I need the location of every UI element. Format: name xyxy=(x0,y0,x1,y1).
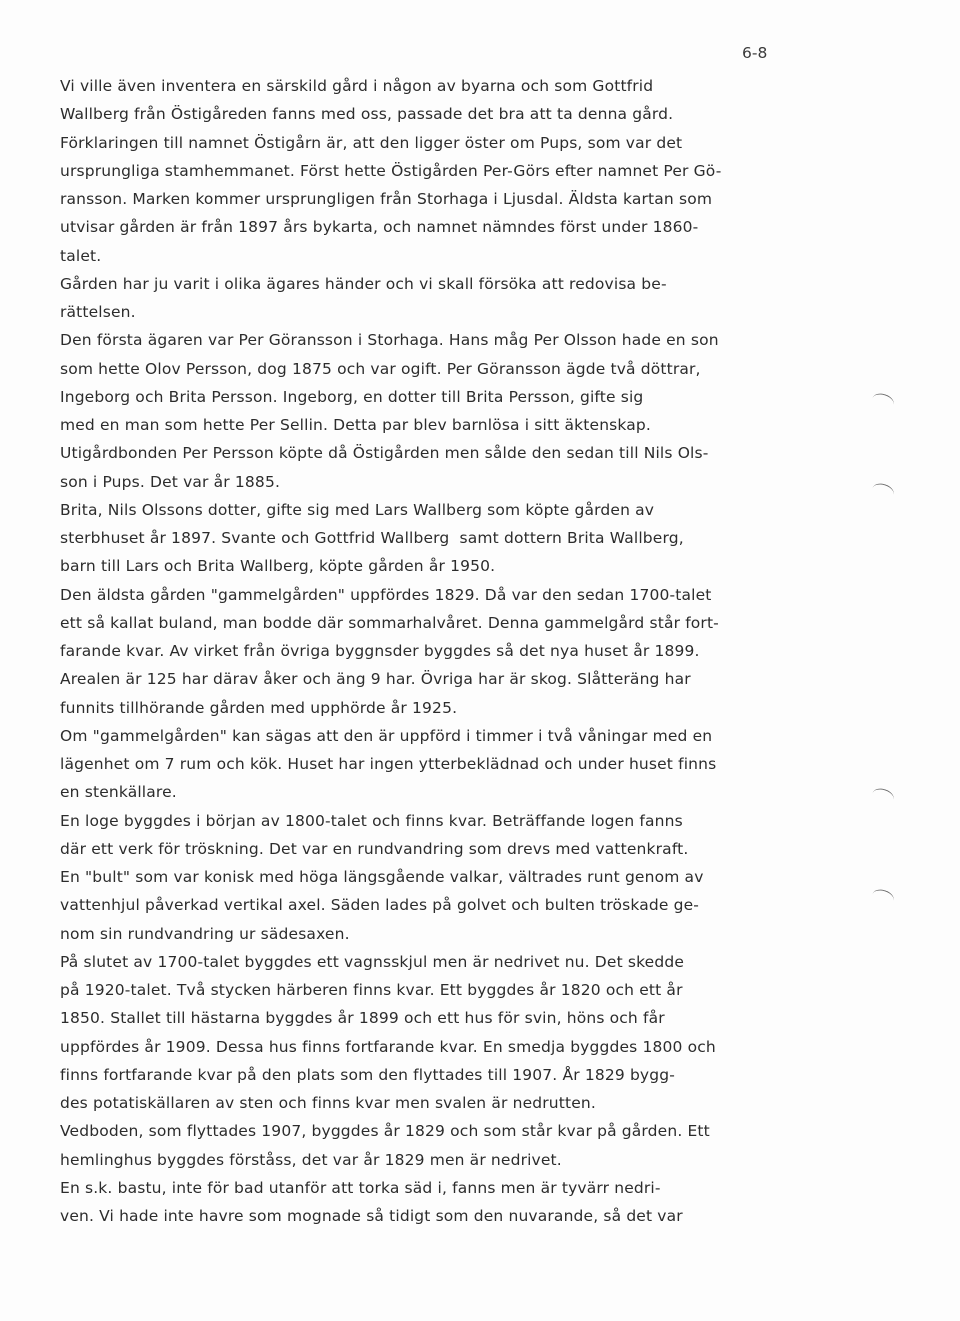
text-line: ett så kallat buland, man bodde där sommarhalvåret. Denna gammelgård står fort- xyxy=(60,613,719,632)
text-line: Gården har ju varit i olika ägares händer och vi skall försöka att redovisa be- xyxy=(60,274,667,293)
text-line: rättelsen. xyxy=(60,303,136,321)
text-line: En loge byggdes i början av 1800-talet och finns kvar. Beträffande logen fanns xyxy=(60,811,683,830)
text-line: Ingeborg och Brita Persson. Ingeborg, en dotter till Brita Persson, gifte sig xyxy=(60,387,644,406)
text-line: 1850. Stallet till hästarna byggdes år 1899 och ett hus för svin, höns och får xyxy=(60,1009,665,1028)
text-line: talet. xyxy=(60,246,102,265)
text-line: som hette Olov Persson, dog 1875 och var ogift. Per Göransson ägde två döttrar, xyxy=(60,359,701,378)
text-line: ursprungliga stamhemmanet. Först hette Östigården Per-Görs efter namnet Per Gö- xyxy=(60,161,722,180)
text-line: des potatiskällaren av sten och finns kvar men svalen är nedrutten. xyxy=(60,1094,596,1112)
text-line: ransson. Marken kommer ursprungligen från Storhaga i Ljusdal. Äldsta kartan som xyxy=(60,190,713,208)
text-line: barn till Lars och Brita Wallberg, köpte gården år 1950. xyxy=(60,557,496,576)
text-line: hemlinghus byggdes förståss, det var år 1829 men är nedrivet. xyxy=(60,1150,562,1169)
text-line: uppfördes år 1909. Dessa hus finns fortfarande kvar. En smedja byggdes 1800 och xyxy=(60,1037,716,1056)
text-line: Brita, Nils Olssons dotter, gifte sig med Lars Wallberg som köpte gården av xyxy=(60,500,655,519)
text-line: vattenhjul påverkad vertikal axel. Säden lades på golvet och bulten tröskade ge- xyxy=(60,896,700,915)
text-line: finns fortfarande kvar på den plats som den flyttades till 1907. År 1829 bygg- xyxy=(60,1065,675,1084)
text-line: Förklaringen till namnet Östigårn är, att den ligger öster om Pups, som var det xyxy=(60,133,683,152)
text-line: ven. Vi hade inte havre som mognade så tidigt som den nuvarande, så det var xyxy=(60,1207,683,1225)
text-line: son i Pups. Det var år 1885. xyxy=(60,472,281,491)
text-line: Vedboden, som flyttades 1907, byggdes år 1829 och som står kvar på gården. Ett xyxy=(60,1122,710,1141)
text-line: funnits tillhörande gården med upphörde år 1925. xyxy=(60,698,458,717)
text-line: farande kvar. Av virket från övriga byggnsder byggdes så det nya huset år 1899. xyxy=(60,642,700,660)
text-line: Om "gammelgården" kan sägas att den är uppförd i timmer i två våningar med en xyxy=(60,726,713,745)
text-line: Vi ville även inventera en särskild gård i någon av byarna och som Gottfrid xyxy=(60,77,654,95)
page-number: 6-8 xyxy=(742,44,768,62)
text-line: en stenkällare. xyxy=(60,783,177,802)
text-line: på 1920-talet. Två stycken härberen finns kvar. Ett byggdes år 1820 och ett år xyxy=(60,981,683,999)
text-line: utvisar gården är från 1897 års bykarta, och namnet nämndes först under 1860- xyxy=(60,218,699,237)
text-line: där ett verk för tröskning. Det var en rundvandring som drevs med vattenkraft. xyxy=(60,839,689,858)
text-line: nom sin rundvandring ur sädesaxen. xyxy=(60,924,350,943)
body-text xyxy=(60,72,920,1230)
text-line: Wallberg från Östigåreden fanns med oss, passade det bra att ta denna gård. xyxy=(60,105,674,124)
text-line: Den äldsta gården "gammelgården" uppfördes 1829. Då var den sedan 1700-talet xyxy=(60,585,712,604)
text-line: sterbhuset år 1897. Svante och Gottfrid Wallberg samt dottern Brita Wallberg, xyxy=(60,529,684,547)
text-line: En s.k. bastu, inte för bad utanför att torka säd i, fanns men är tyvärr nedri- xyxy=(60,1178,661,1197)
text-line: lägenhet om 7 rum och kök. Huset har ingen ytterbeklädnad och under huset finns xyxy=(60,755,717,773)
text-line: Utigårdbonden Per Persson köpte då Östigården men sålde den sedan till Nils Ols- xyxy=(60,444,709,463)
text-line: Arealen är 125 har därav åker och äng 9 har. Övriga har är skog. Slåtteräng har xyxy=(60,670,691,689)
text-line: En "bult" som var konisk med höga längsgående valkar, vältrades runt genom av xyxy=(60,868,704,886)
text-line: På slutet av 1700-talet byggdes ett vagnsskjul men är nedrivet nu. Det skedde xyxy=(60,952,685,971)
text-line: Den första ägaren var Per Göransson i Storhaga. Hans måg Per Olsson hade en son xyxy=(60,331,719,350)
text-line: med en man som hette Per Sellin. Detta par blev barnlösa i sitt äktenskap. xyxy=(60,416,651,434)
